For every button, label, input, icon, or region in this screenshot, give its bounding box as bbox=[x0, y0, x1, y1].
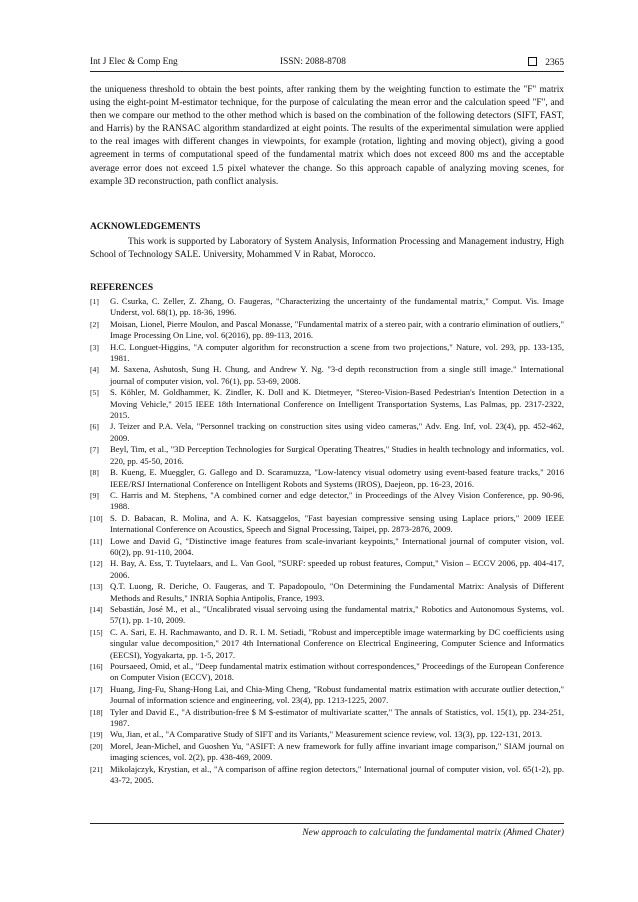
reference-text: Mikolajczyk, Krystian, et al., "A comparison of affine region detectors," International journal of computer vision, vol. 65(1-2), pp. 43-72, 2005. bbox=[110, 763, 564, 786]
reference-item bbox=[90, 707, 564, 730]
reference-text: Huang, Jing-Fu, Shang-Hong Lai, and Chia-Ming Cheng, "Robust fundamental matrix estimation with accurate outlier detection," Journal of information science and engineering, vol. 23(4), pp. 1213-1225, 2007. bbox=[110, 683, 564, 706]
reference-text: H.C. Longuet-Higgins, "A computer algorithm for reconstruction a scene from two projections," Nature, vol. 293, pp. 133-135, 1981. bbox=[110, 341, 564, 364]
reference-text: G. Csurka, C. Zeller, Z. Zhang, O. Faugeras, "Characterizing the uncertainty of the fundamental matrix," Comput. Vis. Image Underst, vol. 68(1), pp. 18-36, 1996. bbox=[110, 296, 564, 318]
reference-item bbox=[90, 536, 564, 559]
reference-item bbox=[90, 513, 564, 536]
reference-item bbox=[90, 558, 564, 581]
reference-number: [13] bbox=[90, 582, 103, 592]
reference-text: Wu, Jian, et al., "A Comparative Study of SIFT and its Variants," Measurement science review, vol. 13(3), pp. 122-131, 2013. bbox=[110, 729, 543, 740]
issn: ISSN: 2088-8708 bbox=[280, 57, 346, 67]
reference-number: [2] bbox=[90, 319, 99, 329]
body-paragraph: the uniqueness threshold to obtain the best points, after ranking them by the weighting function to estimate the "F" matrix using the eight-point M-estimator technique, for the purpose of calculating the mean error and the calculation speed "F", and then we compare our method to the other method which is based on the combination of the following detectors (SIFT, FAST, and Harris) by the RANSAC algorithm standardized at eight points. The results of the experimental simulation were applied to the real images with different changes in viewpoints, for example (rotation, lighting and moving object), giving a good agreement in terms of computational speed of the fundamental matrix which does not exceed 800 ms and the acceptable average error does not exceed 1.5 pixel whatever the change. So this approach capable of analyzing moving scenes, for example 3D reconstruction, path conflict analysis. bbox=[90, 85, 564, 187]
reference-text: Sebastián, José M., et al., "Uncalibrated visual servoing using the fundamental matrix," Robotics and Autonomous Systems, vol. 57(1), pp. 1-10, 2009. bbox=[110, 603, 564, 626]
reference-text: C. A. Sari, E. H. Rachmawanto, and D. R. I. M. Setiadi, "Robust and imperceptible image watermarking by DC coefficients using singular value decomposition," 2017 4th International Conference on Electrical Engineering, Computer Science and Informatics (EECSI), Yogyakarta, pp. 1-5, 2017. bbox=[110, 626, 564, 660]
reference-number: [18] bbox=[90, 707, 103, 717]
reference-number: [8] bbox=[90, 468, 99, 478]
reference-text: C. Harris and M. Stephens, "A combined corner and edge detector," in Proceedings of the Alvey Vision Conference, pp. 90-96, 1988. bbox=[110, 489, 564, 512]
reference-text: J. Teizer and P.A. Vela, "Personnel tracking on construction sites using video cameras," Adv. Eng. Inf, vol. 23(4), pp. 452-462, 2009. bbox=[110, 421, 564, 443]
reference-text: Poursaeed, Omid, et al., "Deep fundamental matrix estimation without correspondences," Proceedings of the European Conference on Computer Vision (ECCV), 2018. bbox=[110, 661, 564, 683]
reference-text: S. D. Babacan, R. Molina, and A. K. Katsaggelos, "Fast bayesian compressive sensing using Laplace priors," 2009 IEEE International Conference on Acoustics, Speech and Signal Processing, Taipei, pp. 2873-2876, 2009. bbox=[110, 512, 564, 535]
reference-number: [15] bbox=[90, 627, 103, 637]
page-number: 2365 bbox=[545, 58, 564, 68]
reference-text: Morel, Jean-Michel, and Guoshen Yu, "ASIFT: A new framework for fully affine invariant image comparison," SIAM journal on imaging sciences, vol. 2(2), pp. 438-469, 2009. bbox=[110, 740, 564, 763]
reference-text: Moisan, Lionel, Pierre Moulon, and Pascal Monasse, "Fundamental matrix of a stereo pair, with a contrario elimination of outliers," Image Processing On Line, vol. 6(2016), pp. 89-113, 2016. bbox=[110, 318, 564, 341]
reference-number: [7] bbox=[90, 445, 99, 455]
acknowledgements-heading: ACKNOWLEDGEMENTS bbox=[90, 222, 201, 232]
reference-text: M. Saxena, Ashutosh, Sung H. Chung, and Andrew Y. Ng. "3-d depth reconstruction from a single still image." International journal of computer vision, vol. 76(1), pp. 53-69, 2008. bbox=[110, 364, 564, 386]
reference-number: [6] bbox=[90, 422, 99, 432]
reference-number: [11] bbox=[90, 536, 103, 546]
reference-item bbox=[90, 319, 564, 342]
reference-number: [16] bbox=[90, 662, 103, 671]
reference-item bbox=[90, 444, 564, 467]
reference-item bbox=[90, 490, 564, 513]
reference-number: [9] bbox=[90, 490, 99, 500]
reference-item bbox=[90, 684, 564, 707]
acknowledgements-text: This work is supported by Laboratory of System Analysis, Information Processing and Management industry, High School of Technology SALE. University, Mohammed V in Rabat, Morocco. bbox=[90, 237, 564, 261]
reference-item bbox=[90, 467, 564, 490]
square-bullet-icon bbox=[528, 57, 537, 66]
reference-item bbox=[90, 729, 564, 740]
reference-text: B. Kueng, E. Mueggler, G. Gallego and D. Scaramuzza, "Low-latency visual odometry using event-based feature tracks," 2016 IEEE/RSJ International Conference on Intelligent Robots and Systems (IROS), Daejeon, pp. 16-23, 2016. bbox=[110, 467, 564, 489]
reference-number: [21] bbox=[90, 764, 103, 774]
reference-number: [3] bbox=[90, 342, 99, 352]
running-footer: New approach to calculating the fundamental matrix (Ahmed Chater) bbox=[302, 828, 564, 838]
reference-item bbox=[90, 296, 564, 319]
reference-item bbox=[90, 342, 564, 365]
reference-text: Tyler and David E., "A distribution-free $ M $-estimator of multivariate scatter," The annals of Statistics, vol. 15(1), pp. 234-251, 1987. bbox=[110, 706, 564, 729]
reference-item bbox=[90, 627, 564, 661]
reference-number: [12] bbox=[90, 559, 103, 569]
reference-number: [5] bbox=[90, 388, 99, 398]
header-rule bbox=[90, 71, 564, 72]
reference-item bbox=[90, 741, 564, 764]
reference-number: [17] bbox=[90, 684, 103, 694]
reference-text: S. Köhler, M. Goldhammer, K. Zindler, K. Doll and K. Dietmeyer, "Stereo-Vision-Based Pedestrian's Intention Detection in a Moving Vehicle," 2015 IEEE 18th International Conference on Intelligent Transportation Systems, Las Palmas, pp. 2317-2322, 2015. bbox=[110, 387, 564, 421]
reference-number: [14] bbox=[90, 604, 103, 614]
reference-item bbox=[90, 764, 564, 787]
reference-text: Lowe and David G, "Distinctive image features from scale-invariant keypoints," International journal of computer vision, vol. 60(2), pp. 91-110, 2004. bbox=[110, 535, 564, 557]
reference-number: [1] bbox=[90, 297, 99, 306]
reference-item bbox=[90, 581, 564, 604]
reference-number: [19] bbox=[90, 730, 103, 740]
reference-number: [10] bbox=[90, 513, 103, 523]
references-heading: REFERENCES bbox=[90, 283, 154, 293]
footer-rule bbox=[90, 823, 564, 824]
journal-name: Int J Elec & Comp Eng bbox=[90, 57, 178, 67]
reference-item bbox=[90, 364, 564, 387]
page-number-block bbox=[528, 57, 564, 68]
reference-list bbox=[90, 296, 564, 786]
reference-item bbox=[90, 604, 564, 627]
reference-item bbox=[90, 661, 564, 684]
reference-text: Q.T. Luong, R. Deriche, O. Faugeras, and T. Papadopoulo, "On Determining the Fundamental Matrix: Analysis of Different Methods and Results," INRIA Sophia Antipolis, France, 1993. bbox=[110, 581, 564, 603]
reference-text: Beyl, Tim, et al., "3D Perception Technologies for Surgical Operating Theatres," Studies in health technology and informatics, vol. 220, pp. 45-50, 2016. bbox=[110, 444, 564, 466]
reference-number: [20] bbox=[90, 741, 103, 751]
reference-item bbox=[90, 421, 564, 444]
reference-text: H. Bay, A. Ess, T. Tuytelaars, and L. Van Gool, "SURF: speeded up robust features, Comput," Vision – ECCV 2006, pp. 404-417, 2006. bbox=[110, 558, 564, 580]
reference-number: [4] bbox=[90, 365, 99, 375]
reference-item bbox=[90, 387, 564, 421]
